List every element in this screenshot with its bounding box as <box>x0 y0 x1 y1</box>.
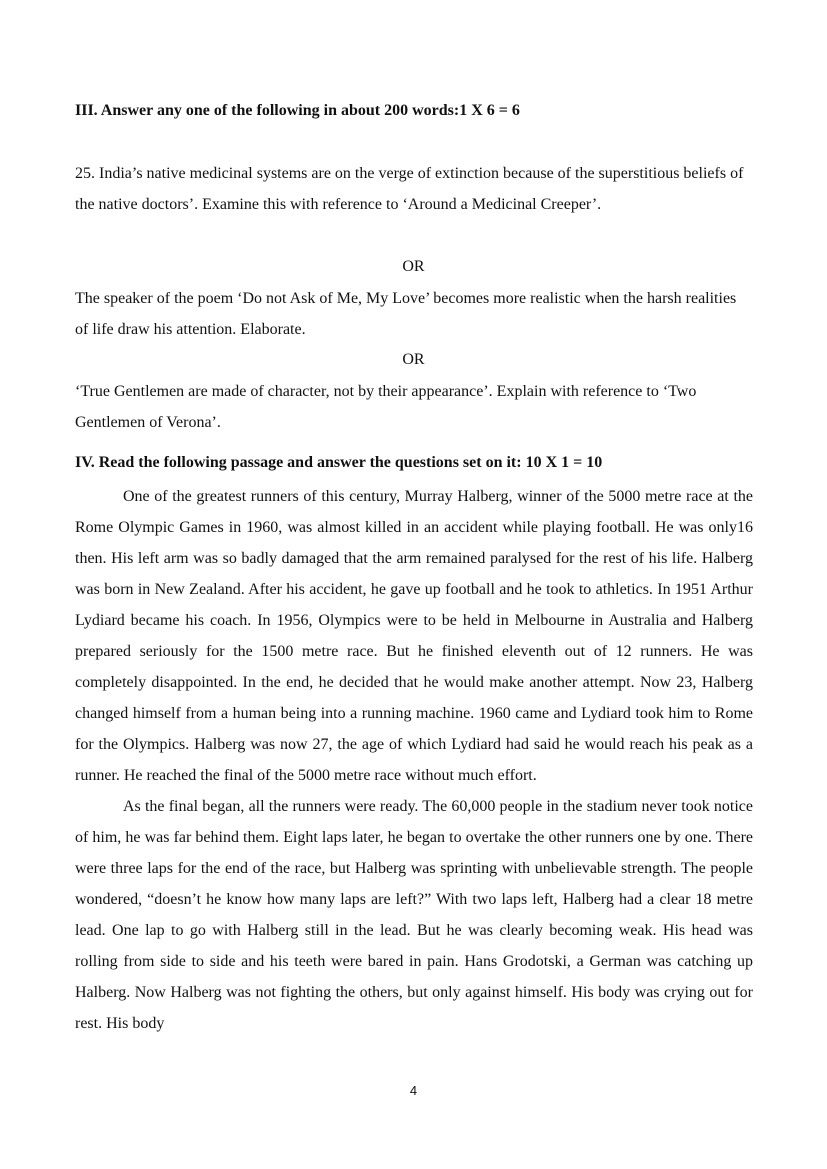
alternative-question-1 <box>75 283 753 345</box>
alternative-question-1-text: The speaker of the poem ‘Do not Ask of Me, My Love’ becomes more realistic when the harsh realities of life draw his attention. Elaborate. <box>75 290 737 338</box>
passage-paragraph-2: As the final began, all the runners were ready. The 60,000 people in the stadium never took notice of him, he was far behind them. Eight laps later, he began to overtake the other runners one by one. There were three laps for the end of the race, but Halberg was sprinting with unbelievable strength. The people wondered, “doesn’t he know how many laps are left?” With two laps left, Halberg had a clear 18 metre lead. One lap to go with Halberg still in the lead. But he was clearly becoming weak. His head was rolling from side to side and his teeth were bared in pain. Hans Grodotski, a German was catching up Halberg. Now Halberg was not fighting the others, but only against himself. His body was crying out for rest. His body <box>75 798 753 1032</box>
alternative-question-2 <box>75 376 753 438</box>
alternative-question-2-text: ‘True Gentlemen are made of character, not by their appearance’. Explain with reference to ‘Two Gentlemen of Verona’. <box>75 383 697 431</box>
section-4-heading: IV. Read the following passage and answer the questions set on it: 10 X 1 = 10 <box>75 454 603 471</box>
reading-passage <box>75 481 753 1039</box>
or-divider-2: OR <box>402 351 425 368</box>
page-number: 4 <box>409 1083 418 1098</box>
passage-paragraph-1: One of the greatest runners of this century, Murray Halberg, winner of the 5000 metre race at the Rome Olympic Games in 1960, was almost killed in an accident while playing football. He was only16 then. His left arm was so badly damaged that the arm remained paralysed for the rest of his life. Halberg was born in New Zealand. After his accident, he gave up football and he took to athletics. In 1951 Arthur Lydiard became his coach. In 1956, Olympics were to be held in Melbourne in Australia and Halberg prepared seriously for the 1500 metre race. But he finished eleventh out of 12 runners. He was completely disappointed. In the end, he decided that he would make another attempt. Now 23, Halberg changed himself from a human being into a running machine. 1960 came and Lydiard took him to Rome for the Olympics. Halberg was now 27, the age of which Lydiard had said he would reach his peak as a runner. He reached the final of the 5000 metre race without much effort. <box>75 488 753 784</box>
or-divider-1: OR <box>402 258 425 275</box>
question-25-text: 25. India’s native medicinal systems are on the verge of extinction because of the superstitious beliefs of the native doctors’. Examine this with reference to ‘Around a Medicinal Creeper’. <box>75 165 744 213</box>
question-25 <box>75 158 753 220</box>
section-3-heading: III. Answer any one of the following in about 200 words:1 X 6 = 6 <box>75 102 520 119</box>
